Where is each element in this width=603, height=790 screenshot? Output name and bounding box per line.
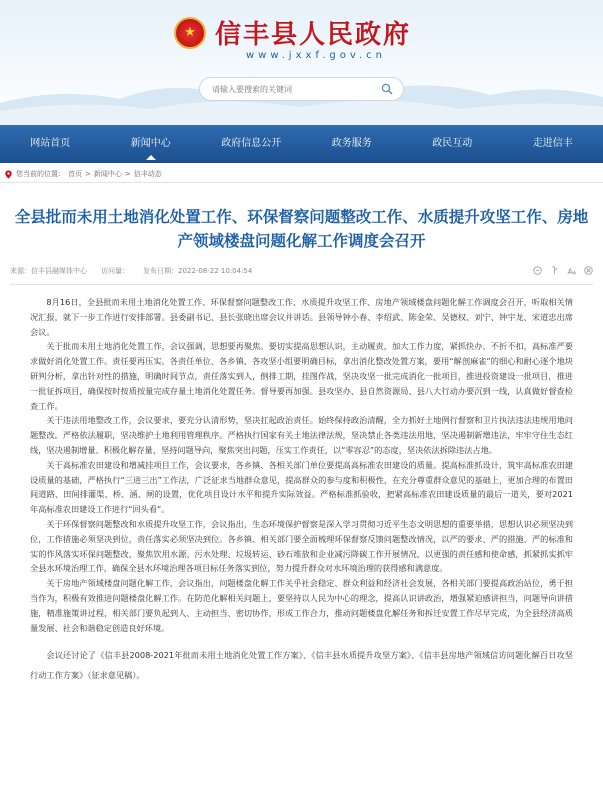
- article-title: 全县批而未用土地消化处置工作、环保督察问题整改工作、水质提升攻坚工作、房地产领域楼盘问题化解工作调度会召开: [14, 208, 589, 250]
- search-box: [199, 77, 404, 101]
- breadcrumb: [0, 166, 603, 183]
- article-paragraph: 关于环保督察问题整改和水质提升攻坚工作，会议指出，生态环境保护督察是深入学习贯彻习近平生态文明思想的重要举措，思想认识必须坚决到位，工作措施必须坚决到位，责任落实必须坚决到位。各乡镇、相关部门要全面梳理环保督察反馈问题整改情况，以严的要求、严的措施、严的标准和实的作风落实环保问题整改，聚焦饮用水源、污水处理、垃圾转运、砂石堆放和企业减污降碳工作开展情况，以更强的责任感和使命感，抓紧抓实抓牢全县水环境治理工作，确保全县水环境治理各项目标任务落实到位，努力提升群众对水环境治理的获得感和满意度。: [30, 518, 573, 574]
- search-input[interactable]: [212, 85, 362, 94]
- nav-item-home[interactable]: 网站首页: [30, 138, 71, 149]
- breadcrumb-separator: >: [124, 170, 131, 178]
- breadcrumb-home[interactable]: 首页: [68, 170, 82, 178]
- article-paragraph: 关于违法用地整改工作，会议要求，要充分认清形势，坚决扛起政治责任。始终保持政治清醒，全力抓好土地例行督察和卫片执法违法违规用地问题整改。严格依法履职，坚决维护土地利用管理秩序。严格执行国家有关土地法律法规，坚决禁止各类违法用地，坚决遏制新增违法，牢牢守住生态红线，坚决遏制增量、积极化解存量，坚持问题导向，聚焦突出问题，压实工作责任，以“零容忍”的态度，坚决依法拆除违法占地。: [30, 415, 573, 455]
- location-pin-icon: [4, 170, 13, 179]
- article-visits: 访问量：: [101, 266, 129, 275]
- print-icon[interactable]: [550, 266, 559, 275]
- article-meta: [10, 265, 593, 285]
- article-body: [30, 295, 573, 685]
- breadcrumb-prefix: 您当前的位置：: [16, 170, 65, 178]
- article-source: 来源：信丰县融媒体中心: [10, 266, 87, 275]
- nav-item-interaction[interactable]: 政民互动: [432, 138, 473, 149]
- font-size-icon[interactable]: [533, 266, 542, 275]
- national-emblem-icon: ★: [174, 17, 206, 49]
- site-header: [0, 0, 603, 125]
- article-paragraph: 关于高标准农田建设和增减挂项目工作，会议要求，各乡镇、各相关部门单位要提高高标准农田建设的质量。提高标准抓设计，筑牢高标准农田建设质量的基础，严格执行“三进三出”工作法，广泛征求当地群众意见，提高群众的参与度和积极性，在充分尊重群众意见的基础上，更加合理的布置田间道路、田间排灌渠、桥、涵、闸的设置，优化项目设计水平和提升实际效益。严格标准抓验收，把紧高标准农田建设质量的最后一道关，要对2021年高标准农田建设工作进行“回头看”。: [30, 459, 573, 515]
- search-icon[interactable]: [381, 83, 393, 95]
- article-paragraph: 会议还讨论了《信丰县2008-2021年批而未用土地消化处置工作方案》、《信丰县水质提升攻坚方案》、《信丰县房地产领域信访问题化解百日攻坚行动工作方案》（征求意见稿）。: [30, 650, 573, 681]
- site-url: www.jxxf.gov.cn: [246, 50, 387, 61]
- share-icon[interactable]: [584, 266, 593, 275]
- text-size-icon[interactable]: [567, 266, 576, 275]
- article-paragraph: 关于批而未用土地消化处置工作，会议强调，思想要再聚焦。要切实提高思想认识，主动履责，加大工作力度，紧抓快办、不折不扣，高标准严要求做好消化处置工作。责任要再压实。各责任单位、各乡镇、各攻坚小组要明确目标，拿出消化整改处置方案，要用“解剖麻雀”的细心和耐心逐个地块研判分析，拿出针对性的措施，明确时间节点，责任落实到人，倒排工期，挂图作战，坚决攻坚一批完成消化一批项目，推进投资建设一批项目，推进一批征拆项目，确保按时按质按量完成存量土地消化处置任务。督导要再加强。县攻坚办、县自然资源局、县八大行动办要沉到一线，认真做好督查检查工作。: [30, 341, 573, 411]
- nav-item-gov-services[interactable]: 政务服务: [331, 138, 372, 149]
- site-title: 信丰县人民政府: [215, 20, 412, 50]
- article-paragraph: 8月16日，全县批而未用土地消化处置工作、环保督察问题整改工作、水质提升攻坚工作、房地产领域楼盘问题化解工作调度会召开，听取相关情况汇报，就下一步工作进行安排部署。县委副书记、县长张晓出席会议并讲话。县领导钟小春、李绍武、陈金荣、吴德权、刘宁、钟宇龙、宋道忠出席会议。: [30, 297, 573, 337]
- nav-item-gov-info-public[interactable]: 政府信息公开: [221, 138, 282, 149]
- article-publish-time: 发布日期：2022-08-22 10:04:54: [143, 266, 253, 275]
- site-logo[interactable]: [174, 14, 411, 51]
- article-tools: [533, 266, 593, 275]
- nav-item-news-center[interactable]: 新闻中心: [101, 125, 202, 163]
- nav-item-about-xinfeng[interactable]: 走进信丰: [532, 138, 573, 149]
- breadcrumb-separator: >: [85, 170, 91, 178]
- article-paragraph: 关于房地产领域楼盘问题化解工作，会议指出，问题楼盘化解工作关乎社会稳定、群众利益和经济社会发展，各相关部门要提高政治站位，勇于担当作为，积极有效推进问题楼盘化解工作。在防范化解相关问题上，要坚持以人民为中心的理念，提高认识讲政治，增强紧迫感讲担当，问题导向讲措施，精准施策讲过程，相关部门要负起到人、主动担当、密切协作，形成工作合力，推动问题楼盘化解任务和拆迁安置工作尽早完成，为全县经济高质量发展、社会和谐稳定创造良好环境。: [30, 578, 573, 633]
- main-nav: [0, 125, 603, 163]
- breadcrumb-news-center[interactable]: 新闻中心: [93, 170, 122, 178]
- breadcrumb-xinfeng-news[interactable]: 信丰动态: [133, 170, 162, 178]
